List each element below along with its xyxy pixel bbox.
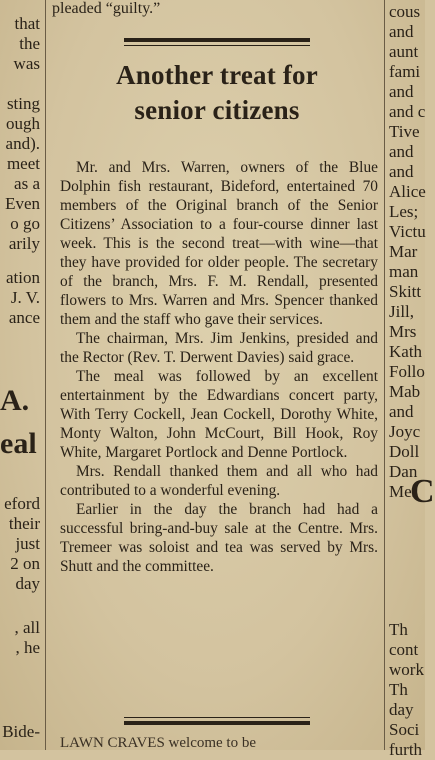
right-column-line: Mar [389, 242, 418, 261]
left-column-heading-letter: A. [0, 384, 30, 417]
right-column-line: Th [389, 680, 408, 699]
story-separator-bottom-thick [124, 721, 310, 725]
previous-story-end-text: pleaded “guilty.” [52, 0, 161, 17]
right-column-line: Kath [389, 342, 423, 361]
left-column-fragment-b [0, 94, 40, 254]
right-column-line: Mab [389, 382, 421, 401]
article-paragraph: Mrs. Rendall thanked them and all who had contributed to a wonderful evening. [60, 463, 378, 499]
right-column-line: and [389, 162, 414, 181]
right-column-rule [384, 0, 385, 750]
story-separator-bottom-thin [124, 717, 310, 718]
left-column-line: was [13, 54, 40, 73]
story-separator-top-thick [124, 38, 310, 42]
left-column-line: meet [6, 154, 40, 173]
left-column-line: , all [14, 618, 40, 637]
headline-line-2: senior citizens [134, 95, 300, 125]
right-column-line: aunt [389, 42, 419, 61]
right-column-fragment-b [389, 620, 425, 680]
right-column-line: furth [389, 740, 423, 759]
right-column-line: and [389, 82, 414, 101]
right-column-line: Mrs [389, 322, 417, 341]
next-story-first-line: LAWN CRAVES welcome to be [60, 735, 256, 751]
right-column-line: Th [389, 620, 408, 639]
article-paragraph: The meal was followed by an excellent entertainment by the Edwardians concert party, With Terry Cockell, Jean Cockell, Dorothy White, Monty Walton, John McCourt, Bill Hook, Roy White, Margaret Portlock and Denne Portlock. [60, 368, 378, 461]
right-column-line: Les; [389, 202, 419, 221]
left-column-line: ance [8, 308, 40, 327]
right-column-line: Joyc [389, 422, 421, 441]
left-column-line: just [15, 534, 40, 553]
left-column-line: ation [6, 268, 40, 287]
article-body [60, 158, 378, 576]
right-column-line: and [389, 142, 414, 161]
right-column-line: Skitt [389, 282, 422, 301]
right-column-line: work [389, 660, 424, 679]
left-column-line: sting [6, 94, 40, 113]
left-column-line: 2 on [10, 554, 40, 573]
right-column-line: Victu [389, 222, 426, 241]
left-column-line: the [19, 34, 40, 53]
right-column-line: Soci [389, 720, 420, 739]
right-column-line: fami [389, 62, 421, 81]
right-column-line: Doll [389, 442, 420, 461]
article-paragraph: Mr. and Mrs. Warren, owners of the Blue Dolphin fish restaurant, Bideford, entertained 70 members of the Original branch of the Senior Citizens’ Association to a four-course dinner last week. This is the second treat—with wine—that they have provided for older people. The secretary of the branch, Mrs. F. M. Rendall, presented flowers to Mrs. Warren and Mrs. Spencer thanked them and the staff who gave their services. [60, 159, 378, 328]
left-column-line: ough [6, 114, 40, 133]
right-column-line: Tive [389, 122, 420, 141]
right-column-line: cous [389, 2, 421, 21]
right-column-line: Alice [389, 182, 426, 201]
right-column-line: Jill, [389, 302, 415, 321]
previous-story-last-line [52, 0, 382, 18]
left-column-line: that [14, 14, 40, 33]
right-column-line: Dan [389, 462, 418, 481]
left-column-line: day [15, 574, 40, 593]
article-paragraph: The chairman, Mrs. Jim Jenkins, presided and the Rector (Rev. T. Derwent Davies) said grace. [60, 330, 378, 366]
right-column-fragment-a [389, 2, 425, 502]
left-column-line: and). [5, 134, 40, 153]
left-column-line: J. V. [10, 288, 40, 307]
left-column-fragment-d [0, 494, 40, 594]
left-column-fragment-f [0, 722, 40, 742]
left-column-rule [45, 0, 46, 750]
right-column-line: and [389, 22, 414, 41]
article-paragraph: Earlier in the day the branch had had a successful bring-and-buy sale at the Centre. Mrs. Tremeer was soloist and tea was served by Mrs. Shutt and the committee. [60, 501, 378, 575]
left-column-line: their [8, 514, 40, 533]
right-column-line: day [389, 700, 414, 719]
left-column-line: arily [8, 234, 40, 253]
right-column-line: Follo [389, 362, 425, 381]
left-column-line: eford [4, 494, 40, 513]
right-column-line: and c [389, 102, 426, 121]
headline [52, 58, 382, 128]
left-column-line: , he [15, 638, 40, 657]
left-column-line: Even [5, 194, 40, 213]
right-column-line: and [389, 402, 414, 421]
story-separator-top-thin [124, 45, 310, 46]
left-column-line: o go [10, 214, 40, 233]
left-column-fragment-e [0, 618, 40, 658]
left-column-heading-word: eal [0, 427, 37, 460]
left-column-line: Bide- [2, 722, 40, 741]
left-column-line: as a [14, 174, 40, 193]
left-column-fragment-a [0, 14, 40, 74]
right-column-heading-letter: C [410, 473, 435, 510]
left-column-fragment-c [0, 268, 40, 328]
right-column-line: man [389, 262, 419, 281]
right-column-line: Mes [389, 482, 419, 501]
right-column-fragment-c [389, 680, 425, 760]
headline-line-1: Another treat for [116, 60, 318, 90]
right-column-line: cont [389, 640, 419, 659]
